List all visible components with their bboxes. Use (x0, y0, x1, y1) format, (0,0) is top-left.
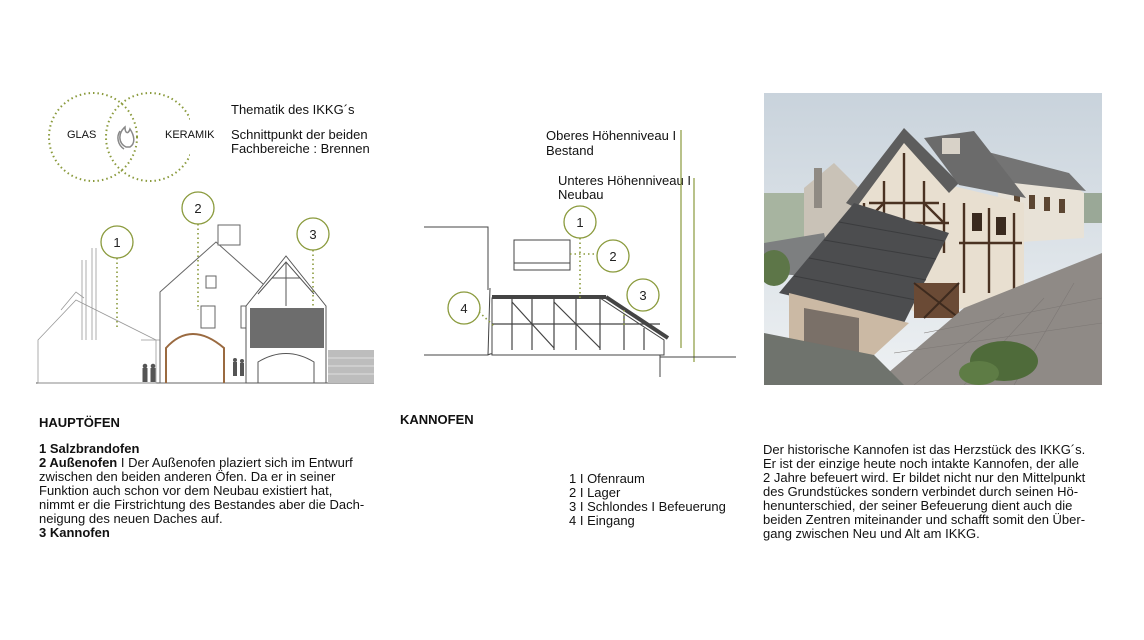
item-2-line-5: neigung des neuen Daches auf. (39, 511, 223, 526)
item-2-title: 2 Außenofen (39, 455, 118, 470)
description-line-3: 2 Jahre befeuert wird. Er bildet nicht nur den Mittelpunkt (763, 470, 1086, 485)
section-marker-2: 2 (609, 249, 617, 264)
intersect-line-1: Schnittpunkt der beiden (231, 127, 368, 142)
item-2-line-1-text: I Der Außenofen plaziert sich im Entwurf (117, 455, 353, 470)
description-line-6: beiden Zentren miteinander und schafft somit den Über- (763, 512, 1086, 527)
description-line-2: Er ist der einzige heute noch intakte Kannofen, der alle (763, 456, 1079, 471)
venn-left-label: GLAS (67, 129, 97, 141)
legend-item-1: 1 I Ofenraum (569, 471, 645, 486)
item-2-line-3: Funktion auch schon vor dem Neubau existiert hat, (39, 483, 333, 498)
description-line-1: Der historische Kannofen ist das Herzstück des IKKG´s. (763, 442, 1086, 457)
upper-level-line-2: Bestand (546, 143, 594, 158)
marker-1: 1 (113, 235, 121, 250)
hauptoefen-heading: HAUPTÖFEN (39, 415, 120, 430)
item-2-line-1 (39, 456, 364, 470)
lower-level-line-1: Unteres Höhenniveau I (558, 173, 691, 188)
upper-level-line-1: Oberes Höhenniveau I (546, 128, 677, 143)
marker-3: 3 (309, 227, 317, 242)
section-marker-3: 3 (639, 288, 647, 303)
hauptoefen-text (39, 442, 364, 540)
description-line-7: gang zwischen Neu und Alt am IKKG. (763, 526, 980, 541)
lower-level-line-2: Neubau (558, 187, 604, 202)
item-2-line-2: zwischen den beiden anderen Öfen. Da er in seiner (39, 469, 336, 484)
marker-2: 2 (194, 201, 202, 216)
flame-icon (118, 127, 134, 149)
item-3: 3 Kannofen (39, 525, 110, 540)
section-drawing (424, 130, 740, 382)
kannofen-description (763, 443, 1085, 541)
venn-right-label: KERAMIK (165, 129, 215, 141)
kannofen-legend (569, 472, 726, 528)
intersect-line-2: Fachbereiche : Brennen (231, 141, 370, 156)
item-1: 1 Salzbrandofen (39, 441, 140, 456)
item-2-line-4: nimmt er die Firstrichtung des Bestandes aber die Dach- (39, 497, 365, 512)
legend-item-4: 4 I Eingang (569, 513, 635, 528)
theme-line: Thematik des IKKG´s (231, 102, 355, 117)
kannofen-render-image (764, 93, 1102, 385)
section-marker-1: 1 (576, 215, 584, 230)
section-marker-4: 4 (460, 301, 468, 316)
legend-item-3: 3 I Schlondes I Befeuerung (569, 499, 726, 514)
description-line-5: henunterschied, der seiner Befeuerung dient auch die (763, 498, 1073, 513)
elevation-drawing (36, 190, 376, 388)
legend-item-2: 2 I Lager (569, 485, 621, 500)
kannofen-heading: KANNOFEN (400, 412, 474, 427)
description-line-4: des Grundstückes sondern verbindet durch seinen Hö- (763, 484, 1079, 499)
